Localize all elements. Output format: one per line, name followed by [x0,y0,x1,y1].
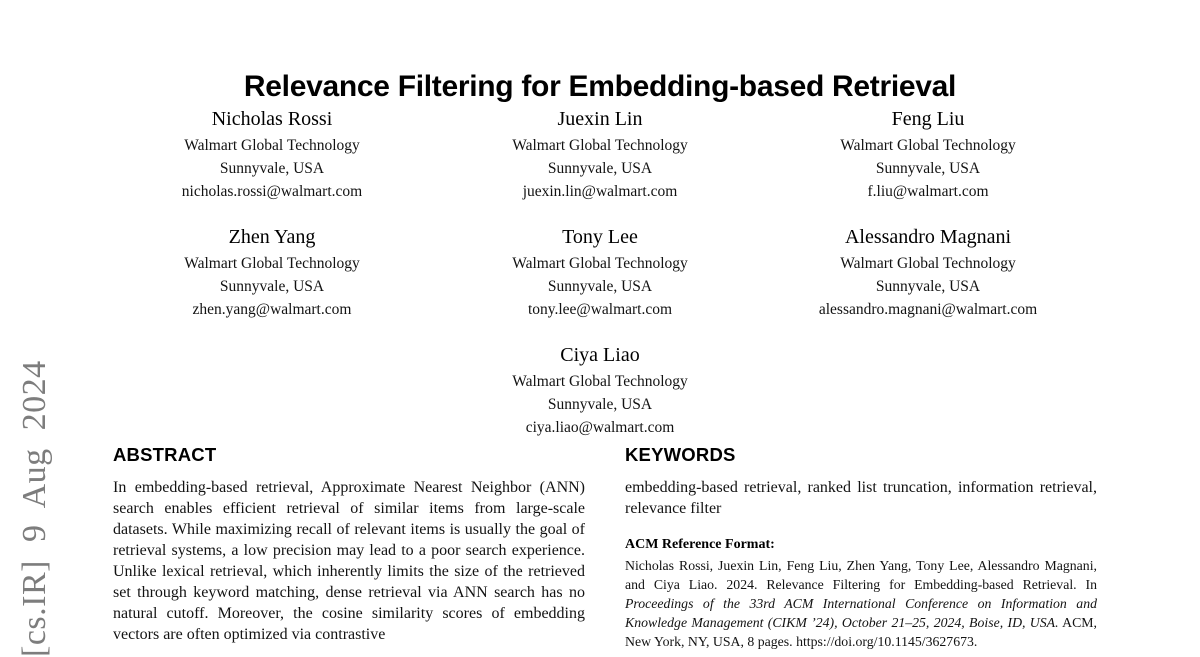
author-affiliation: Walmart Global Technology [512,137,688,154]
author-name: Nicholas Rossi [211,108,333,130]
author-email: tony.lee@walmart.com [527,301,673,318]
abstract-text: In embedding-based retrieval, Approximate Nearest Neighbor (ANN) search enables efficient retrieval of similar items from large-scale datasets. While maximizing recall of relevant items is usually the goal of retrieval systems, a low precision may lead to a poor search experience. Unlike lexical retrieval, which inherently limits the size of the retrieved set through keyword matching, dense retrieval via ANN search has no natural cutoff. Moreover, the cosine similarity scores of embedding vectors are often optimized via contrastive [113,479,585,643]
acm-reference-roman2: ACM, New York, NY, USA, 8 pages. https://doi.org/10.1145/3627673. [625,615,1098,649]
author-alessandro-magnani [764,224,1092,321]
author-nicholas-rossi [108,106,436,203]
left-column [113,444,585,651]
author-location: Sunnyvale, USA [547,396,653,413]
author-tony-lee [436,224,764,321]
abstract-heading: ABSTRACT [113,444,217,465]
two-column-body [113,444,1097,651]
arxiv-stamp: [cs.IR] 9 Aug 2024 [16,360,53,657]
author-juexin-lin [436,106,764,203]
author-email: ciya.liao@walmart.com [525,419,675,436]
author-email: f.liu@walmart.com [867,183,989,200]
author-email: nicholas.rossi@walmart.com [181,183,363,200]
keywords-text: embedding-based retrieval, ranked list truncation, information retrieval, relevance filter [625,479,1097,517]
author-affiliation: Walmart Global Technology [512,255,688,272]
author-location: Sunnyvale, USA [219,278,325,295]
paper-title: Relevance Filtering for Embedding-based Retrieval [243,70,957,104]
author-email: alessandro.magnani@walmart.com [818,301,1038,318]
acm-reference-heading: ACM Reference Format: [625,537,775,552]
author-name: Tony Lee [562,226,638,248]
author-location: Sunnyvale, USA [547,278,653,295]
author-name: Juexin Lin [557,108,643,130]
author-zhen-yang [108,224,436,321]
acm-reference-roman1: Nicholas Rossi, Juexin Lin, Feng Liu, Zhen Yang, Tony Lee, Alessandro Magnani, and Ciya Liao. 2024. Relevance Filtering for Embedding-based Retrieval. In [625,558,1097,592]
author-affiliation: Walmart Global Technology [184,255,360,272]
author-location: Sunnyvale, USA [875,278,981,295]
author-affiliation: Walmart Global Technology [512,373,688,390]
author-name: Feng Liu [891,108,965,130]
author-affiliation: Walmart Global Technology [840,137,1016,154]
author-feng-liu [764,106,1092,203]
author-name: Ciya Liao [560,344,640,366]
author-block [108,106,1092,439]
acm-reference-italic: Proceedings of the 33rd ACM International Conference on Information and Knowledge Management (CIKM ’24), October 21–25, 2024, Boise, ID, USA. [625,596,1097,630]
acm-reference-text [625,556,1097,651]
author-location: Sunnyvale, USA [875,160,981,177]
author-ciya-liao [436,342,764,439]
author-name: Alessandro Magnani [844,226,1012,248]
author-location: Sunnyvale, USA [547,160,653,177]
keywords-heading: KEYWORDS [625,444,736,465]
author-affiliation: Walmart Global Technology [840,255,1016,272]
right-column [625,444,1097,651]
author-name: Zhen Yang [228,226,316,248]
author-email: juexin.lin@walmart.com [522,183,678,200]
author-affiliation: Walmart Global Technology [184,137,360,154]
author-email: zhen.yang@walmart.com [192,301,352,318]
author-location: Sunnyvale, USA [219,160,325,177]
